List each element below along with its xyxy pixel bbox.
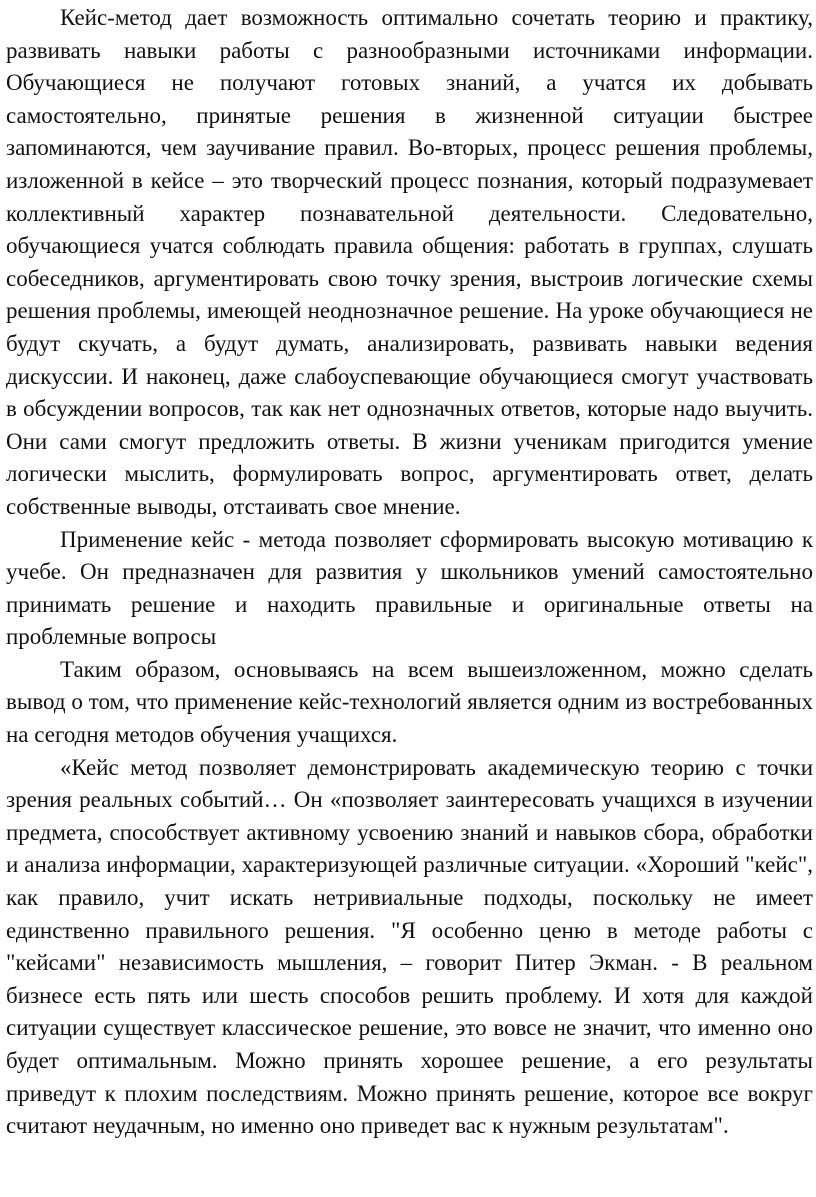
paragraph-conclusion: Таким образом, основываясь на всем вышеизложенном, можно сделать вывод о том, что применение кейс-технологий является одним из востребованных на сегодня методов обучения учащихся. [6,656,813,748]
paragraph-motivation: Применение кейс - метода позволяет сформировать высокую мотивацию к учебе. Он предназначен для развития у школьников умений самостоятельно принимать решение и находить правильные и оригинальные ответы на проблемные вопросы [6,526,813,650]
paragraph-quote-ekman: «Кейс метод позволяет демонстрировать академическую теорию с точки зрения реальных событий… Он «позволяет заинтересовать учащихся в изучении предмета, способствует активному усвоению знаний и навыков сбора, обработки и анализа информации, характеризующей различные ситуации. «Хороший "кейс", как правило, учит искать нетривиальные подходы, поскольку не имеет единственно правильного решения. "Я особенно ценю в методе работы с "кейсами" независимость мышления, – говорит Питер Экман. - В реальном бизнесе есть пять или шесть способов решить проблему. И хотя для каждой ситуации существует классическое решение, это вовсе не значит, что именно оно будет оптимальным. Можно принять хорошее решение, а его результаты приведут к плохим последствиям. Можно принять решение, которое все вокруг считают неудачным, но именно оно приведет вас к нужным результатам". [6,754,813,1139]
paragraph-case-method-benefits: Кейс-метод дает возможность оптимально сочетать теорию и практику, развивать навыки работы с разнообразными источниками информации. Обучающиеся не получают готовых знаний, а учатся их добывать самостоятельно, принятые решения в жизненной ситуации быстрее запоминаются, чем заучивание правил. Во-вторых, процесс решения проблемы, изложенной в кейсе – это творческий процесс познания, который подразумевает коллективный характер познавательной деятельности. Следовательно, обучающиеся учатся соблюдать правила общения: работать в группах, слушать собеседников, аргументировать свою точку зрения, выстроив логические схемы решения проблемы, имеющей неоднозначное решение. На уроке обучающиеся не будут скучать, а будут думать, анализировать, развивать навыки ведения дискуссии. И наконец, даже слабоуспевающие обучающиеся смогут участвовать в обсуждении вопросов, так как нет однозначных ответов, которые надо выучить. Они сами смогут предложить ответы. В жизни ученикам пригодится умение логически мыслить, формулировать вопрос, аргументировать ответ, делать собственные выводы, отстаивать свое мнение. [6,5,813,519]
